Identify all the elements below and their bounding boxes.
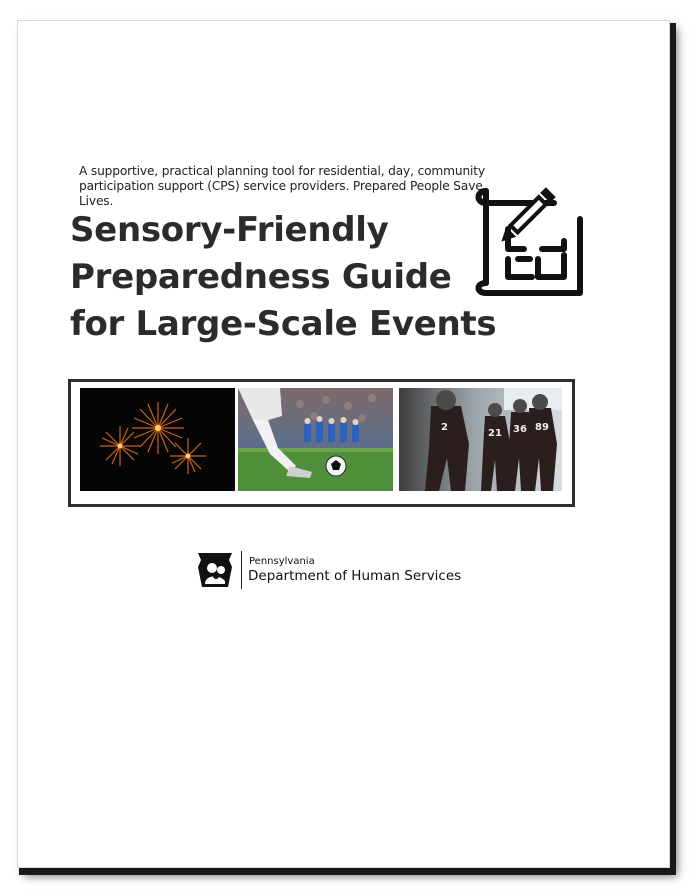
- logo-divider: [241, 551, 242, 589]
- svg-text:89: 89: [535, 422, 549, 433]
- fireworks-photo: [80, 388, 235, 491]
- soccer-photo: [238, 388, 393, 491]
- cover-subtitle: A supportive, practical planning tool for residential, day, community participation support (CPS) service providers. Prepared People Save Lives.: [79, 164, 485, 208]
- title-line-2: Preparedness Guide: [70, 257, 452, 297]
- title-line-1: Sensory-Friendly: [70, 210, 389, 250]
- cover-title: [70, 207, 540, 348]
- title-line-3: for Large-Scale Events: [70, 304, 497, 344]
- svg-text:21: 21: [488, 428, 502, 439]
- keystone-family-icon: [196, 551, 234, 589]
- photo-strip: [68, 379, 575, 507]
- svg-text:36: 36: [513, 424, 527, 435]
- document-page: [17, 20, 670, 868]
- logo-state-name: Pennsylvania: [249, 556, 315, 567]
- football-players-photo: [399, 388, 562, 491]
- logo-department-name: Department of Human Services: [248, 568, 462, 584]
- svg-text:2: 2: [441, 422, 448, 433]
- dhs-logo: [196, 549, 486, 591]
- blueprint-pencil-icon: [472, 185, 586, 297]
